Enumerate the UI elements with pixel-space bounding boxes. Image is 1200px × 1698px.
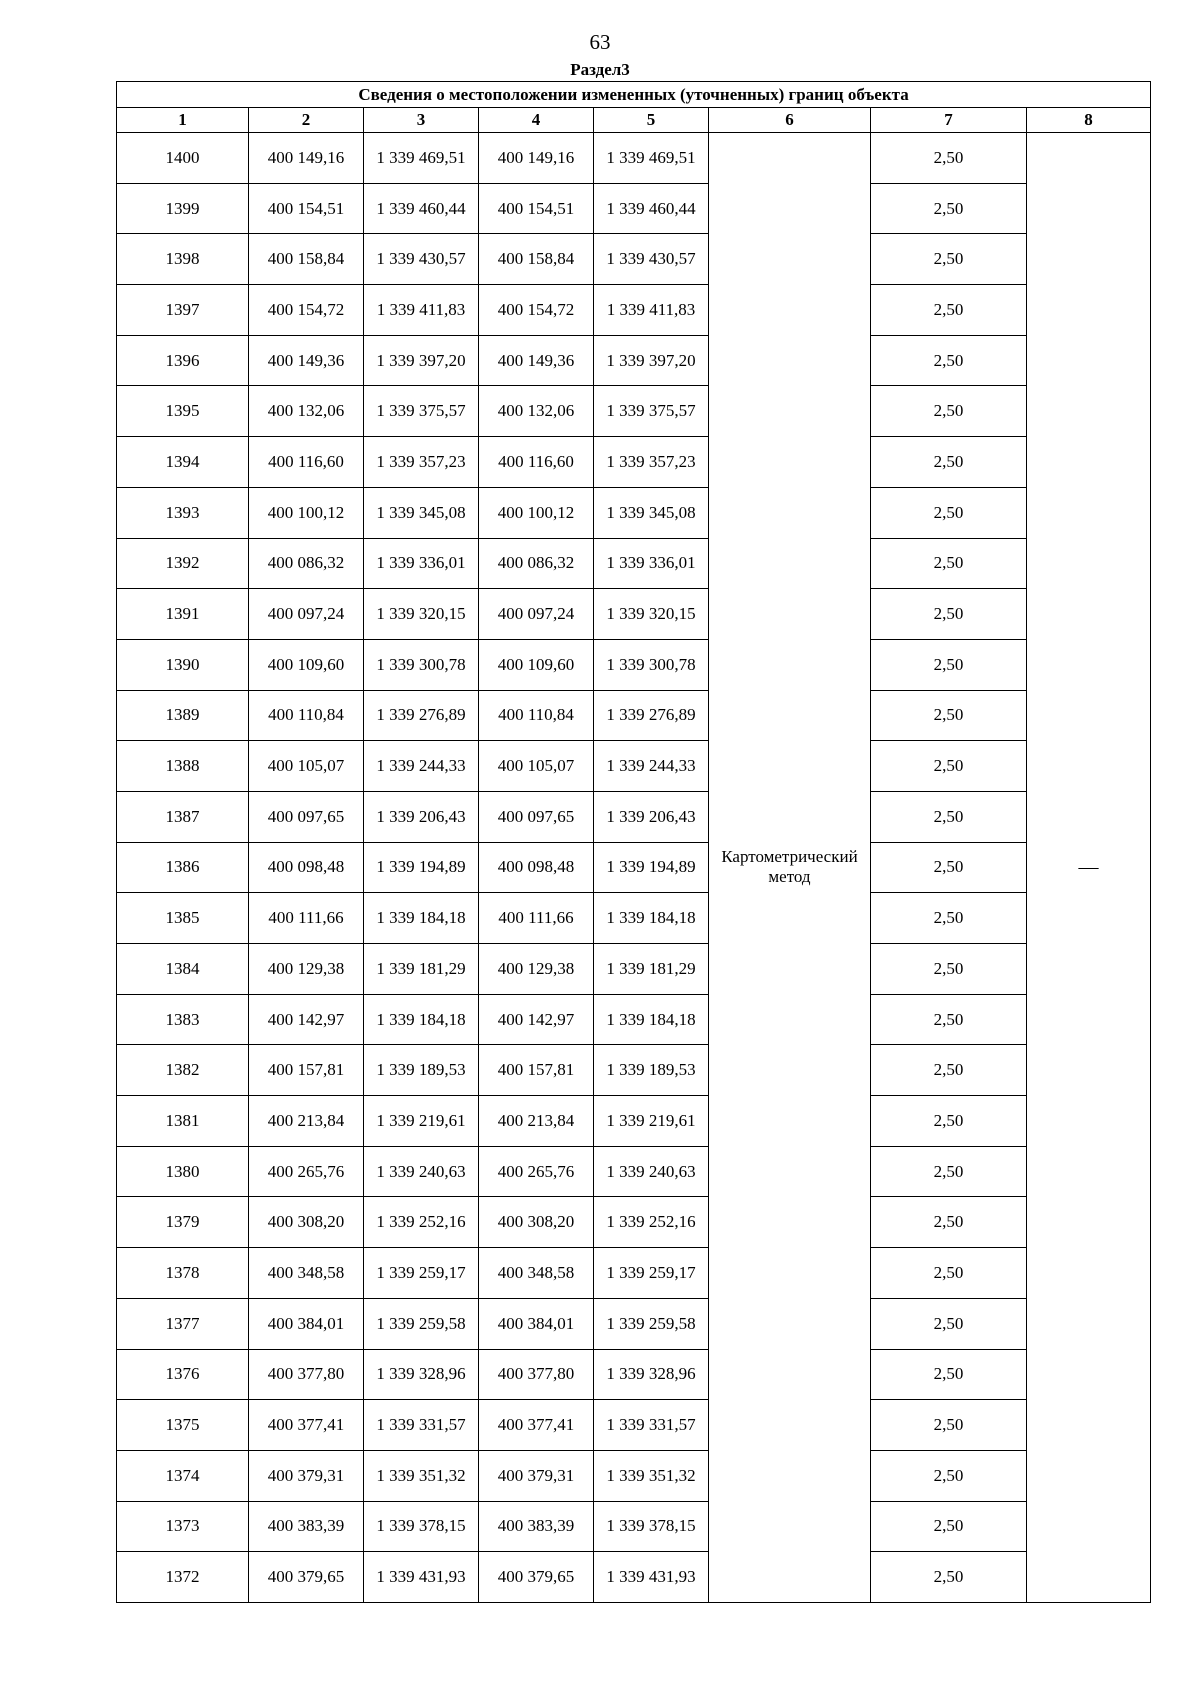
note-cell: — bbox=[1027, 133, 1151, 1603]
point-number-cell: 1398 bbox=[117, 234, 249, 285]
x-new-cell: 400 086,32 bbox=[479, 538, 594, 589]
y-new-cell: 1 339 336,01 bbox=[594, 538, 709, 589]
y-new-cell: 1 339 345,08 bbox=[594, 487, 709, 538]
point-number-cell: 1397 bbox=[117, 285, 249, 336]
x-old-cell: 400 158,84 bbox=[249, 234, 364, 285]
table-row bbox=[117, 994, 1151, 1045]
y-new-cell: 1 339 181,29 bbox=[594, 944, 709, 995]
accuracy-cell: 2,50 bbox=[871, 741, 1027, 792]
point-number-cell: 1393 bbox=[117, 487, 249, 538]
y-old-cell: 1 339 430,57 bbox=[364, 234, 479, 285]
y-new-cell: 1 339 331,57 bbox=[594, 1400, 709, 1451]
accuracy-cell: 2,50 bbox=[871, 133, 1027, 184]
x-old-cell: 400 110,84 bbox=[249, 690, 364, 741]
column-number: 4 bbox=[479, 108, 594, 133]
x-old-cell: 400 213,84 bbox=[249, 1096, 364, 1147]
x-old-cell: 400 377,41 bbox=[249, 1400, 364, 1451]
table-row bbox=[117, 1501, 1151, 1552]
x-old-cell: 400 377,80 bbox=[249, 1349, 364, 1400]
y-old-cell: 1 339 259,17 bbox=[364, 1248, 479, 1299]
y-new-cell: 1 339 252,16 bbox=[594, 1197, 709, 1248]
table-row bbox=[117, 1096, 1151, 1147]
x-old-cell: 400 348,58 bbox=[249, 1248, 364, 1299]
x-new-cell: 400 149,16 bbox=[479, 133, 594, 184]
y-new-cell: 1 339 411,83 bbox=[594, 285, 709, 336]
accuracy-cell: 2,50 bbox=[871, 944, 1027, 995]
table-row bbox=[117, 1349, 1151, 1400]
x-new-cell: 400 132,06 bbox=[479, 386, 594, 437]
point-number-cell: 1396 bbox=[117, 335, 249, 386]
table-row bbox=[117, 183, 1151, 234]
y-old-cell: 1 339 336,01 bbox=[364, 538, 479, 589]
accuracy-cell: 2,50 bbox=[871, 1349, 1027, 1400]
x-old-cell: 400 142,97 bbox=[249, 994, 364, 1045]
y-old-cell: 1 339 276,89 bbox=[364, 690, 479, 741]
y-new-cell: 1 339 460,44 bbox=[594, 183, 709, 234]
y-new-cell: 1 339 431,93 bbox=[594, 1552, 709, 1603]
y-new-cell: 1 339 430,57 bbox=[594, 234, 709, 285]
table-row bbox=[117, 133, 1151, 184]
x-new-cell: 400 098,48 bbox=[479, 842, 594, 893]
y-new-cell: 1 339 189,53 bbox=[594, 1045, 709, 1096]
column-number: 6 bbox=[709, 108, 871, 133]
y-new-cell: 1 339 276,89 bbox=[594, 690, 709, 741]
y-old-cell: 1 339 189,53 bbox=[364, 1045, 479, 1096]
point-number-cell: 1385 bbox=[117, 893, 249, 944]
table-row bbox=[117, 1045, 1151, 1096]
accuracy-cell: 2,50 bbox=[871, 690, 1027, 741]
point-number-cell: 1376 bbox=[117, 1349, 249, 1400]
y-new-cell: 1 339 240,63 bbox=[594, 1146, 709, 1197]
y-old-cell: 1 339 240,63 bbox=[364, 1146, 479, 1197]
x-new-cell: 400 265,76 bbox=[479, 1146, 594, 1197]
table-row bbox=[117, 1197, 1151, 1248]
y-new-cell: 1 339 320,15 bbox=[594, 589, 709, 640]
y-old-cell: 1 339 300,78 bbox=[364, 639, 479, 690]
x-old-cell: 400 308,20 bbox=[249, 1197, 364, 1248]
table-row bbox=[117, 1552, 1151, 1603]
accuracy-cell: 2,50 bbox=[871, 639, 1027, 690]
point-number-cell: 1387 bbox=[117, 791, 249, 842]
y-new-cell: 1 339 328,96 bbox=[594, 1349, 709, 1400]
y-new-cell: 1 339 244,33 bbox=[594, 741, 709, 792]
accuracy-cell: 2,50 bbox=[871, 791, 1027, 842]
y-old-cell: 1 339 320,15 bbox=[364, 589, 479, 640]
column-number-row bbox=[117, 108, 1151, 133]
x-new-cell: 400 379,65 bbox=[479, 1552, 594, 1603]
table-row bbox=[117, 944, 1151, 995]
x-new-cell: 400 142,97 bbox=[479, 994, 594, 1045]
accuracy-cell: 2,50 bbox=[871, 1248, 1027, 1299]
x-new-cell: 400 348,58 bbox=[479, 1248, 594, 1299]
y-old-cell: 1 339 345,08 bbox=[364, 487, 479, 538]
table-row bbox=[117, 791, 1151, 842]
point-number-cell: 1390 bbox=[117, 639, 249, 690]
y-old-cell: 1 339 375,57 bbox=[364, 386, 479, 437]
accuracy-cell: 2,50 bbox=[871, 589, 1027, 640]
y-new-cell: 1 339 259,58 bbox=[594, 1298, 709, 1349]
point-number-cell: 1395 bbox=[117, 386, 249, 437]
accuracy-cell: 2,50 bbox=[871, 183, 1027, 234]
accuracy-cell: 2,50 bbox=[871, 487, 1027, 538]
point-number-cell: 1388 bbox=[117, 741, 249, 792]
x-new-cell: 400 384,01 bbox=[479, 1298, 594, 1349]
x-new-cell: 400 377,80 bbox=[479, 1349, 594, 1400]
point-number-cell: 1372 bbox=[117, 1552, 249, 1603]
table-body bbox=[117, 133, 1151, 1603]
accuracy-cell: 2,50 bbox=[871, 893, 1027, 944]
x-old-cell: 400 149,16 bbox=[249, 133, 364, 184]
y-new-cell: 1 339 469,51 bbox=[594, 133, 709, 184]
x-new-cell: 400 308,20 bbox=[479, 1197, 594, 1248]
accuracy-cell: 2,50 bbox=[871, 1552, 1027, 1603]
x-old-cell: 400 111,66 bbox=[249, 893, 364, 944]
table-row bbox=[117, 1450, 1151, 1501]
y-old-cell: 1 339 378,15 bbox=[364, 1501, 479, 1552]
accuracy-cell: 2,50 bbox=[871, 538, 1027, 589]
table-row bbox=[117, 386, 1151, 437]
accuracy-cell: 2,50 bbox=[871, 1501, 1027, 1552]
table-row bbox=[117, 234, 1151, 285]
table-row bbox=[117, 842, 1151, 893]
x-new-cell: 400 111,66 bbox=[479, 893, 594, 944]
y-old-cell: 1 339 411,83 bbox=[364, 285, 479, 336]
accuracy-cell: 2,50 bbox=[871, 386, 1027, 437]
x-old-cell: 400 086,32 bbox=[249, 538, 364, 589]
y-old-cell: 1 339 184,18 bbox=[364, 994, 479, 1045]
column-number: 3 bbox=[364, 108, 479, 133]
y-old-cell: 1 339 397,20 bbox=[364, 335, 479, 386]
page-number: 63 bbox=[589, 30, 611, 54]
x-old-cell: 400 157,81 bbox=[249, 1045, 364, 1096]
x-new-cell: 400 097,24 bbox=[479, 589, 594, 640]
table-row bbox=[117, 487, 1151, 538]
table-row bbox=[117, 639, 1151, 690]
x-old-cell: 400 109,60 bbox=[249, 639, 364, 690]
y-new-cell: 1 339 397,20 bbox=[594, 335, 709, 386]
point-number-cell: 1373 bbox=[117, 1501, 249, 1552]
point-number-cell: 1386 bbox=[117, 842, 249, 893]
accuracy-cell: 2,50 bbox=[871, 1146, 1027, 1197]
x-old-cell: 400 097,65 bbox=[249, 791, 364, 842]
y-old-cell: 1 339 184,18 bbox=[364, 893, 479, 944]
x-new-cell: 400 154,51 bbox=[479, 183, 594, 234]
y-old-cell: 1 339 206,43 bbox=[364, 791, 479, 842]
x-old-cell: 400 154,51 bbox=[249, 183, 364, 234]
point-number-cell: 1381 bbox=[117, 1096, 249, 1147]
accuracy-cell: 2,50 bbox=[871, 1197, 1027, 1248]
y-new-cell: 1 339 206,43 bbox=[594, 791, 709, 842]
accuracy-cell: 2,50 bbox=[871, 994, 1027, 1045]
y-old-cell: 1 339 194,89 bbox=[364, 842, 479, 893]
x-old-cell: 400 100,12 bbox=[249, 487, 364, 538]
table-row bbox=[117, 741, 1151, 792]
coordinates-table bbox=[116, 81, 1151, 1603]
column-number: 7 bbox=[871, 108, 1027, 133]
accuracy-cell: 2,50 bbox=[871, 437, 1027, 488]
x-old-cell: 400 379,65 bbox=[249, 1552, 364, 1603]
y-old-cell: 1 339 469,51 bbox=[364, 133, 479, 184]
x-old-cell: 400 379,31 bbox=[249, 1450, 364, 1501]
y-new-cell: 1 339 351,32 bbox=[594, 1450, 709, 1501]
method-cell: Картометрический метод bbox=[709, 133, 871, 1603]
point-number-cell: 1378 bbox=[117, 1248, 249, 1299]
point-number-cell: 1392 bbox=[117, 538, 249, 589]
accuracy-cell: 2,50 bbox=[871, 1096, 1027, 1147]
accuracy-cell: 2,50 bbox=[871, 285, 1027, 336]
y-old-cell: 1 339 328,96 bbox=[364, 1349, 479, 1400]
x-new-cell: 400 213,84 bbox=[479, 1096, 594, 1147]
y-old-cell: 1 339 357,23 bbox=[364, 437, 479, 488]
y-old-cell: 1 339 244,33 bbox=[364, 741, 479, 792]
table-row bbox=[117, 589, 1151, 640]
point-number-cell: 1394 bbox=[117, 437, 249, 488]
y-old-cell: 1 339 331,57 bbox=[364, 1400, 479, 1451]
x-old-cell: 400 154,72 bbox=[249, 285, 364, 336]
x-new-cell: 400 157,81 bbox=[479, 1045, 594, 1096]
y-old-cell: 1 339 181,29 bbox=[364, 944, 479, 995]
y-new-cell: 1 339 184,18 bbox=[594, 994, 709, 1045]
x-new-cell: 400 158,84 bbox=[479, 234, 594, 285]
y-old-cell: 1 339 259,58 bbox=[364, 1298, 479, 1349]
y-new-cell: 1 339 300,78 bbox=[594, 639, 709, 690]
x-old-cell: 400 116,60 bbox=[249, 437, 364, 488]
y-new-cell: 1 339 194,89 bbox=[594, 842, 709, 893]
x-old-cell: 400 129,38 bbox=[249, 944, 364, 995]
column-number: 8 bbox=[1027, 108, 1151, 133]
point-number-cell: 1379 bbox=[117, 1197, 249, 1248]
table-row bbox=[117, 690, 1151, 741]
y-old-cell: 1 339 431,93 bbox=[364, 1552, 479, 1603]
table-row bbox=[117, 335, 1151, 386]
point-number-cell: 1380 bbox=[117, 1146, 249, 1197]
section-label: Раздел3 bbox=[570, 60, 630, 79]
x-old-cell: 400 098,48 bbox=[249, 842, 364, 893]
x-new-cell: 400 097,65 bbox=[479, 791, 594, 842]
y-new-cell: 1 339 375,57 bbox=[594, 386, 709, 437]
x-new-cell: 400 109,60 bbox=[479, 639, 594, 690]
point-number-cell: 1399 bbox=[117, 183, 249, 234]
x-new-cell: 400 154,72 bbox=[479, 285, 594, 336]
point-number-cell: 1382 bbox=[117, 1045, 249, 1096]
table-row bbox=[117, 538, 1151, 589]
table-row bbox=[117, 893, 1151, 944]
table-row bbox=[117, 285, 1151, 336]
x-new-cell: 400 149,36 bbox=[479, 335, 594, 386]
y-new-cell: 1 339 259,17 bbox=[594, 1248, 709, 1299]
point-number-cell: 1375 bbox=[117, 1400, 249, 1451]
point-number-cell: 1383 bbox=[117, 994, 249, 1045]
accuracy-cell: 2,50 bbox=[871, 1298, 1027, 1349]
table-row bbox=[117, 1400, 1151, 1451]
x-old-cell: 400 105,07 bbox=[249, 741, 364, 792]
x-new-cell: 400 116,60 bbox=[479, 437, 594, 488]
accuracy-cell: 2,50 bbox=[871, 842, 1027, 893]
x-old-cell: 400 149,36 bbox=[249, 335, 364, 386]
y-old-cell: 1 339 460,44 bbox=[364, 183, 479, 234]
x-new-cell: 400 105,07 bbox=[479, 741, 594, 792]
x-new-cell: 400 379,31 bbox=[479, 1450, 594, 1501]
y-new-cell: 1 339 184,18 bbox=[594, 893, 709, 944]
accuracy-cell: 2,50 bbox=[871, 234, 1027, 285]
point-number-cell: 1400 bbox=[117, 133, 249, 184]
x-new-cell: 400 377,41 bbox=[479, 1400, 594, 1451]
y-old-cell: 1 339 351,32 bbox=[364, 1450, 479, 1501]
table-row bbox=[117, 1146, 1151, 1197]
x-old-cell: 400 265,76 bbox=[249, 1146, 364, 1197]
x-new-cell: 400 110,84 bbox=[479, 690, 594, 741]
column-number: 5 bbox=[594, 108, 709, 133]
point-number-cell: 1384 bbox=[117, 944, 249, 995]
column-number: 1 bbox=[117, 108, 249, 133]
point-number-cell: 1374 bbox=[117, 1450, 249, 1501]
table-title: Сведения о местоположении измененных (уточненных) границ объекта bbox=[117, 82, 1151, 108]
accuracy-cell: 2,50 bbox=[871, 1045, 1027, 1096]
y-old-cell: 1 339 219,61 bbox=[364, 1096, 479, 1147]
column-number: 2 bbox=[249, 108, 364, 133]
y-new-cell: 1 339 357,23 bbox=[594, 437, 709, 488]
x-new-cell: 400 129,38 bbox=[479, 944, 594, 995]
x-old-cell: 400 383,39 bbox=[249, 1501, 364, 1552]
x-old-cell: 400 097,24 bbox=[249, 589, 364, 640]
x-old-cell: 400 384,01 bbox=[249, 1298, 364, 1349]
point-number-cell: 1391 bbox=[117, 589, 249, 640]
x-new-cell: 400 383,39 bbox=[479, 1501, 594, 1552]
y-old-cell: 1 339 252,16 bbox=[364, 1197, 479, 1248]
table-row bbox=[117, 1248, 1151, 1299]
x-old-cell: 400 132,06 bbox=[249, 386, 364, 437]
y-new-cell: 1 339 219,61 bbox=[594, 1096, 709, 1147]
x-new-cell: 400 100,12 bbox=[479, 487, 594, 538]
table-row bbox=[117, 1298, 1151, 1349]
y-new-cell: 1 339 378,15 bbox=[594, 1501, 709, 1552]
point-number-cell: 1389 bbox=[117, 690, 249, 741]
accuracy-cell: 2,50 bbox=[871, 1450, 1027, 1501]
accuracy-cell: 2,50 bbox=[871, 335, 1027, 386]
point-number-cell: 1377 bbox=[117, 1298, 249, 1349]
table-row bbox=[117, 437, 1151, 488]
accuracy-cell: 2,50 bbox=[871, 1400, 1027, 1451]
